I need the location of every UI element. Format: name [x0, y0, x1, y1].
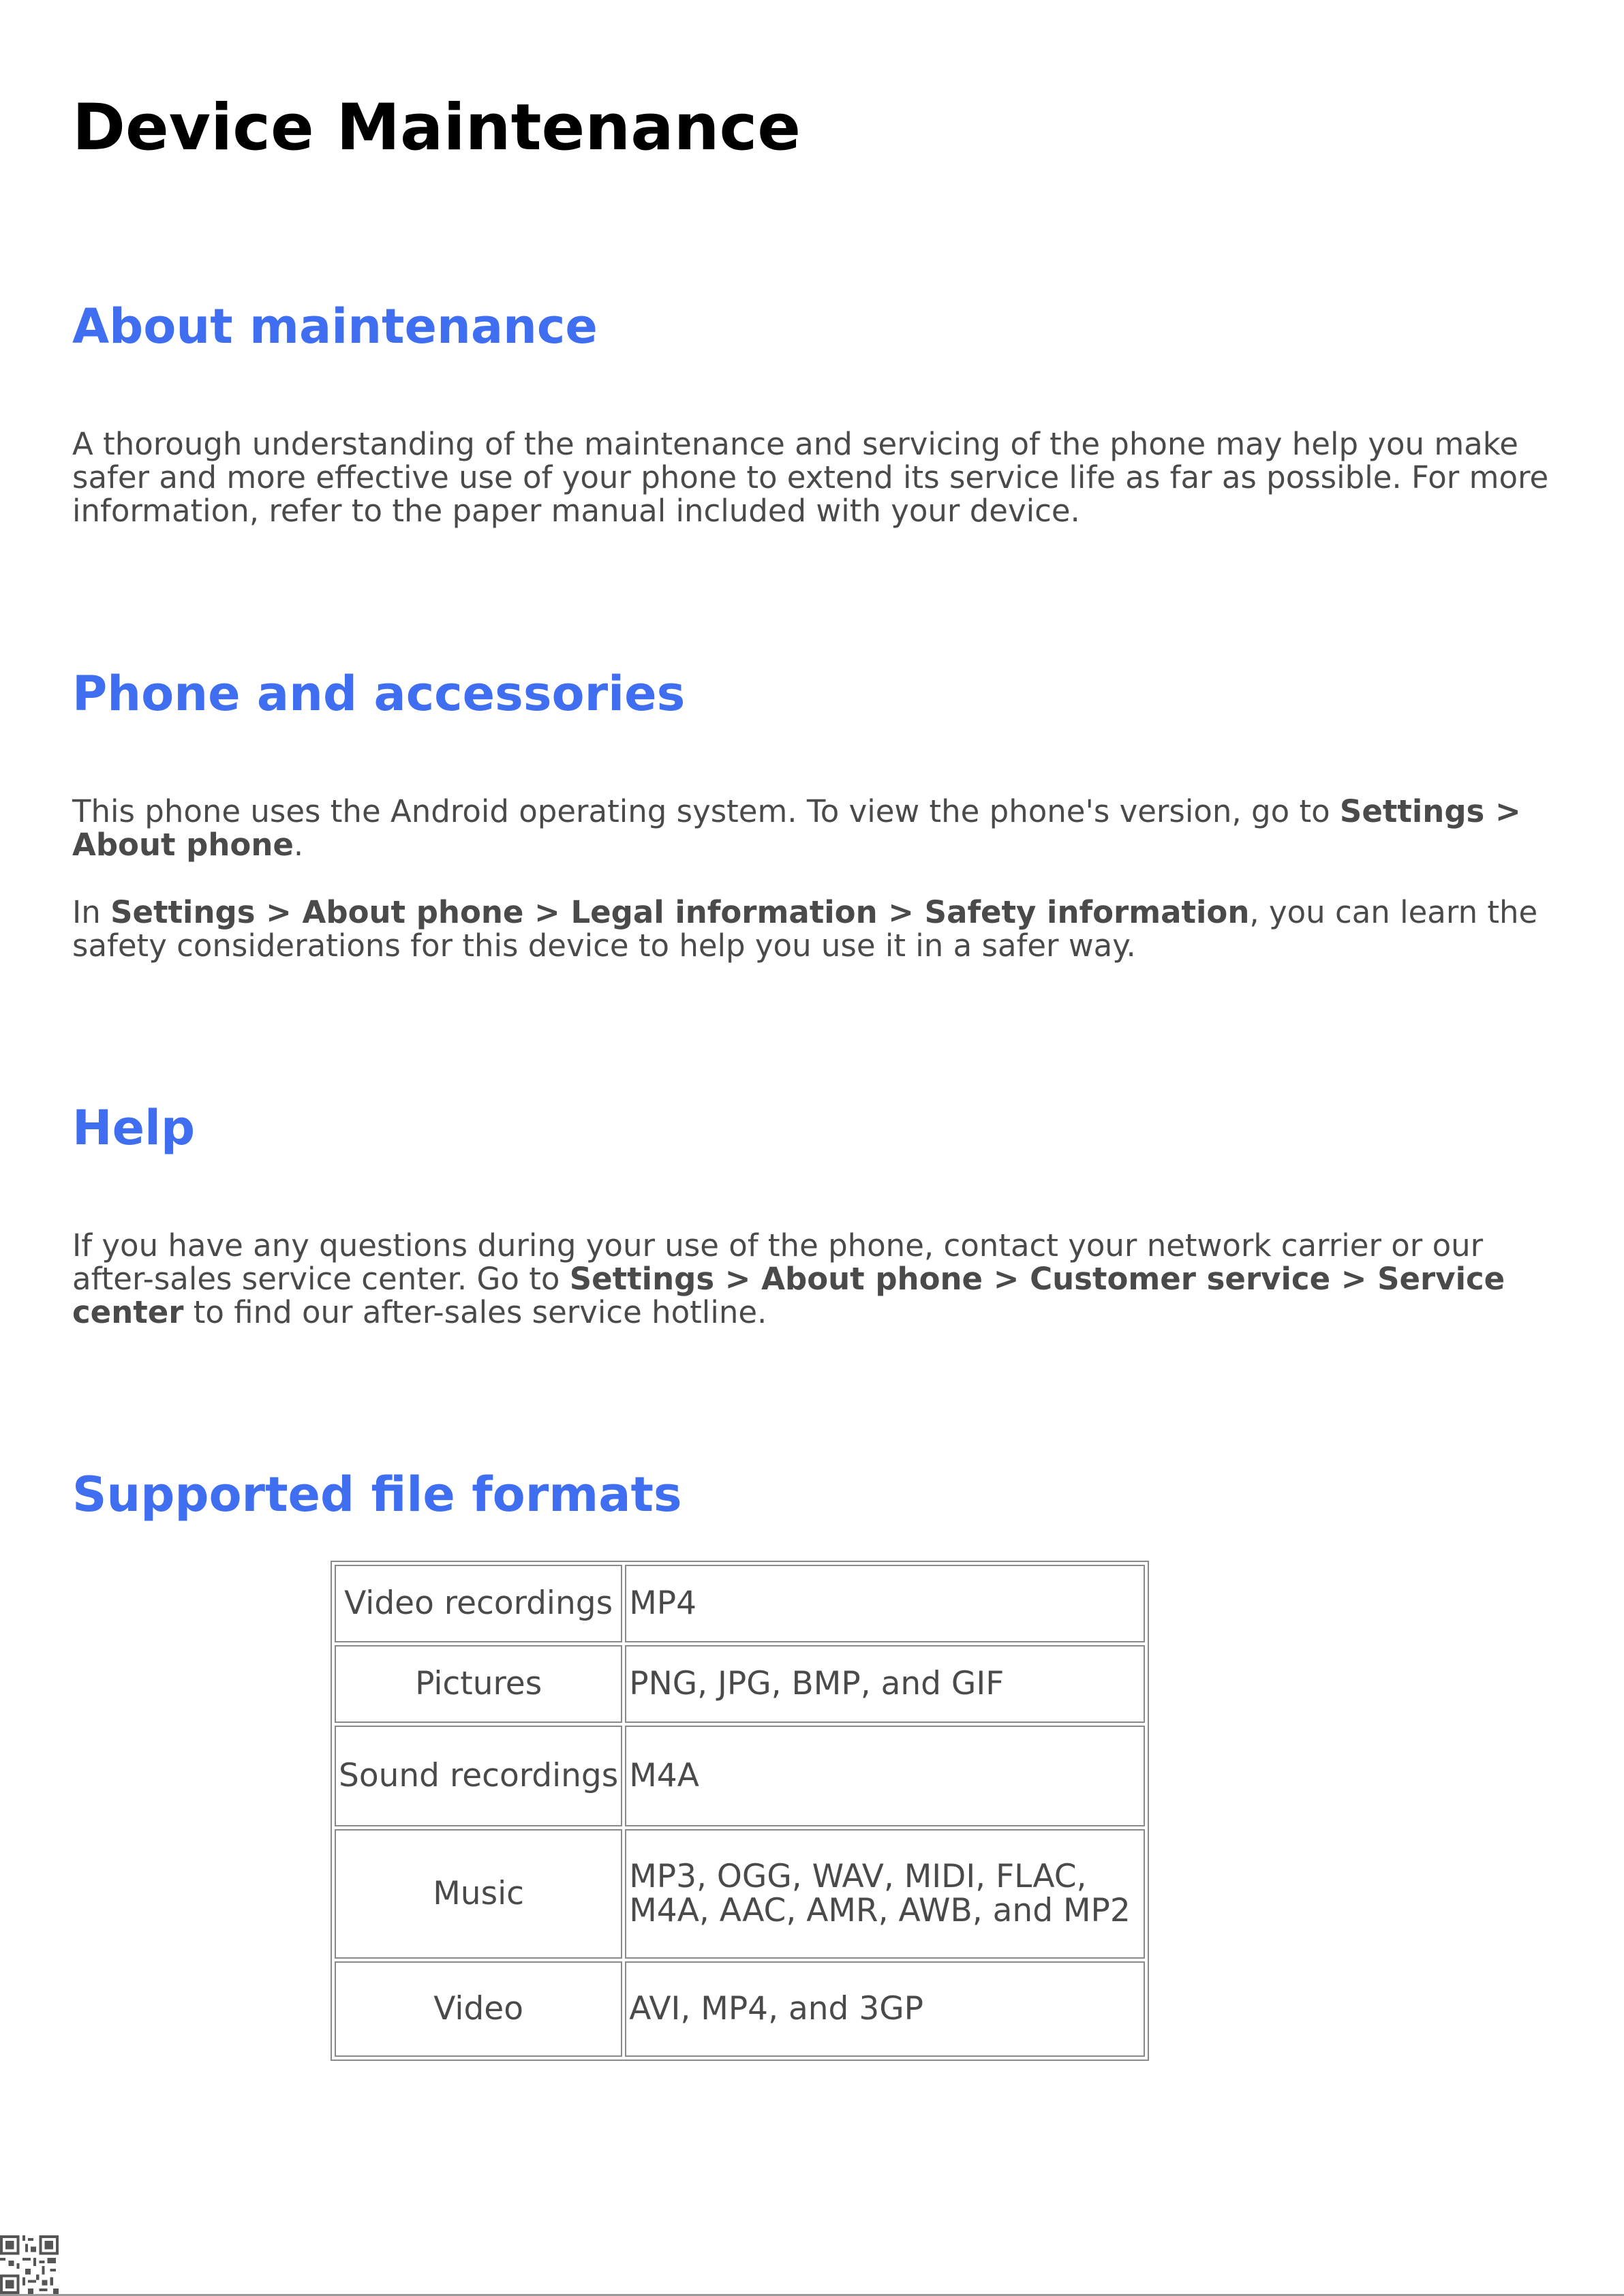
phone-version-text: This phone uses the Android operating system. To view the phone's version, go to [72, 793, 1340, 829]
format-type-cell: Pictures [335, 1645, 622, 1723]
format-type-cell: Video [335, 1961, 622, 2057]
about-maintenance-paragraph: A thorough understanding of the maintenance and servicing of the phone may help you make safer and more effective use of your phone to extend its service life as far as possible. For more information, refer to the paper manual included with your device. [72, 426, 1549, 529]
format-type-cell: Sound recordings [335, 1726, 622, 1826]
section-heading-phone-accessories: Phone and accessories [72, 666, 686, 722]
safety-info-paragraph [72, 896, 1551, 962]
qr-code-icon [0, 2235, 59, 2294]
table-row [335, 1961, 1145, 2057]
safety-info-path: Settings > About phone > Legal information > Safety information [110, 894, 1250, 930]
format-type-cell: Music [335, 1829, 622, 1959]
settings-about-phone-path: Settings > About phone [72, 793, 1521, 863]
safety-info-end: , you can learn the safety considerations for this device to help you use it in a safer way. [72, 894, 1538, 964]
format-value-cell: MP3, OGG, WAV, MIDI, FLAC, M4A, AAC, AMR, AWB, and MP2 [625, 1829, 1145, 1959]
table-row [335, 1829, 1145, 1959]
table-row [335, 1565, 1145, 1642]
supported-formats-table [331, 1561, 1149, 2061]
format-value-cell: MP4 [625, 1565, 1145, 1642]
format-value-cell: PNG, JPG, BMP, and GIF [625, 1645, 1145, 1723]
format-type-cell: Video recordings [335, 1565, 622, 1642]
section-heading-about-maintenance: About maintenance [72, 299, 598, 354]
help-paragraph [72, 1229, 1551, 1329]
section-heading-help: Help [72, 1100, 196, 1156]
table-row [335, 1726, 1145, 1826]
format-value-cell: AVI, MP4, and 3GP [625, 1961, 1145, 2057]
section-heading-supported-formats: Supported file formats [72, 1467, 682, 1522]
help-text-start: If you have any questions during your use of the phone, contact your network carrier or our after-sales service center. Go to [72, 1227, 1484, 1297]
table-row [335, 1645, 1145, 1723]
phone-version-end: . [293, 827, 304, 863]
format-value-cell: M4A [625, 1726, 1145, 1826]
service-center-path: Settings > About phone > Customer service > Service center [72, 1261, 1505, 1330]
safety-info-start: In [72, 894, 111, 930]
help-text-end: to find our after-sales service hotline. [183, 1294, 767, 1330]
page-title: Device Maintenance [72, 91, 801, 165]
phone-version-paragraph [72, 795, 1551, 861]
